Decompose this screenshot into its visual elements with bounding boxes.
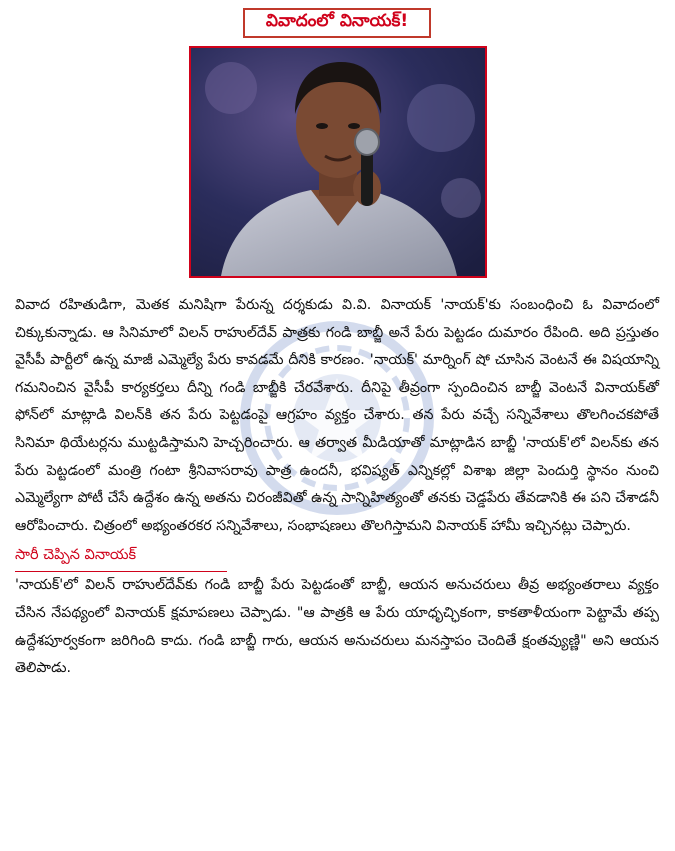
- headline-box: [243, 8, 431, 38]
- article-paragraph: 'నాయక్'లో విలన్ రాహుల్‌దేవ్‌కు గండి బాబ్జీ పేరు పెట్టడంతో బాబ్జీ, ఆయన అనుచరులు తీవ్ర అభ్యంతరాలు వ్యక్తం చేసిన నేపథ్యంలో వినాయక్ క్షమాపణలు చెప్పాడు. "ఆ పాత్రకి ఆ పేరు యాధృచ్ఛికంగా, కాకతాళీయంగా పెట్టామే తప్ప ఉద్దేశపూర్వకంగా జరిగింది కాదు. గండి బాబ్జీ గారు, ఆయన అనుచరులు మనస్తాపం చెందితే క్షంతవ్యుణ్ణి" అని ఆయన తెలిపాడు.: [15, 577, 659, 677]
- headline: వివాదంలో వినాయక్!: [265, 11, 409, 31]
- article-photo: [189, 46, 487, 278]
- person-speaking-photo-icon: [191, 48, 485, 276]
- article-body: [15, 292, 659, 683]
- article-subheading: సారీ చెప్పిన వినాయక్: [15, 542, 227, 572]
- article-paragraph: వివాద రహితుడిగా, మెతక మనిషిగా పేరున్న దర్శకుడు వి.వి. వినాయక్ 'నాయక్'కు సంబంధించి ఓ వివాదంలో చిక్కుకున్నాడు. ఆ సినిమాలో విలన్ రాహుల్‌దేవ్ పాత్రకు గండి బాబ్జీ అనే పేరు పెట్టడం దుమారం రేపింది. అది ప్రస్తుతం వైసీపీ పార్టీలో ఉన్న మాజీ ఎమ్మెల్యే పేరు కావడమే దీనికి కారణం. 'నాయక్' మార్నింగ్ షో చూసిన వెంటనే ఈ విషయాన్ని గమనించిన వైసీపీ కార్యకర్తలు దీన్ని గండి బాబ్జీకి చేరవేశారు. దీనిపై తీవ్రంగా స్పందించిన బాబ్జీ వెంటనే వినాయక్‌తో ఫోన్‌లో మాట్లాడి విలన్‌కి తన పేరు పెట్టడంపై ఆగ్రహం వ్యక్తం చేశారు. తన పేరు వచ్చే సన్నివేశాలు తొలగించకపోతే సినిమా థియేటర్లను ముట్టడిస్తామని హెచ్చరించారు. ఆ తర్వాత మీడియాతో మాట్లాడిన బాబ్జీ 'నాయక్'లో విలన్‌కు తన పేరు పెట్టడంలో మంత్రి గంటా శ్రీనివాసరావు పాత్ర ఉందనీ, భవిష్యత్ ఎన్నికల్లో విశాఖ జిల్లా పెందుర్తి స్థానం నుంచి ఎమ్మెల్యేగా పోటీ చేసే ఉద్దేశం ఉన్న అతను చిరంజీవితో ఉన్న సాన్నిహిత్యంతో తనకు చెడ్డపేరు తేవడానికి ఈ పని చేశాడనీ ఆరోపించారు. చిత్రంలో అభ్యంతరకర సన్నివేశాలు, సంభాషణలు తొలగిస్తామని వినాయక్ హామీ ఇచ్చినట్లు చెప్పారు.: [15, 297, 659, 534]
